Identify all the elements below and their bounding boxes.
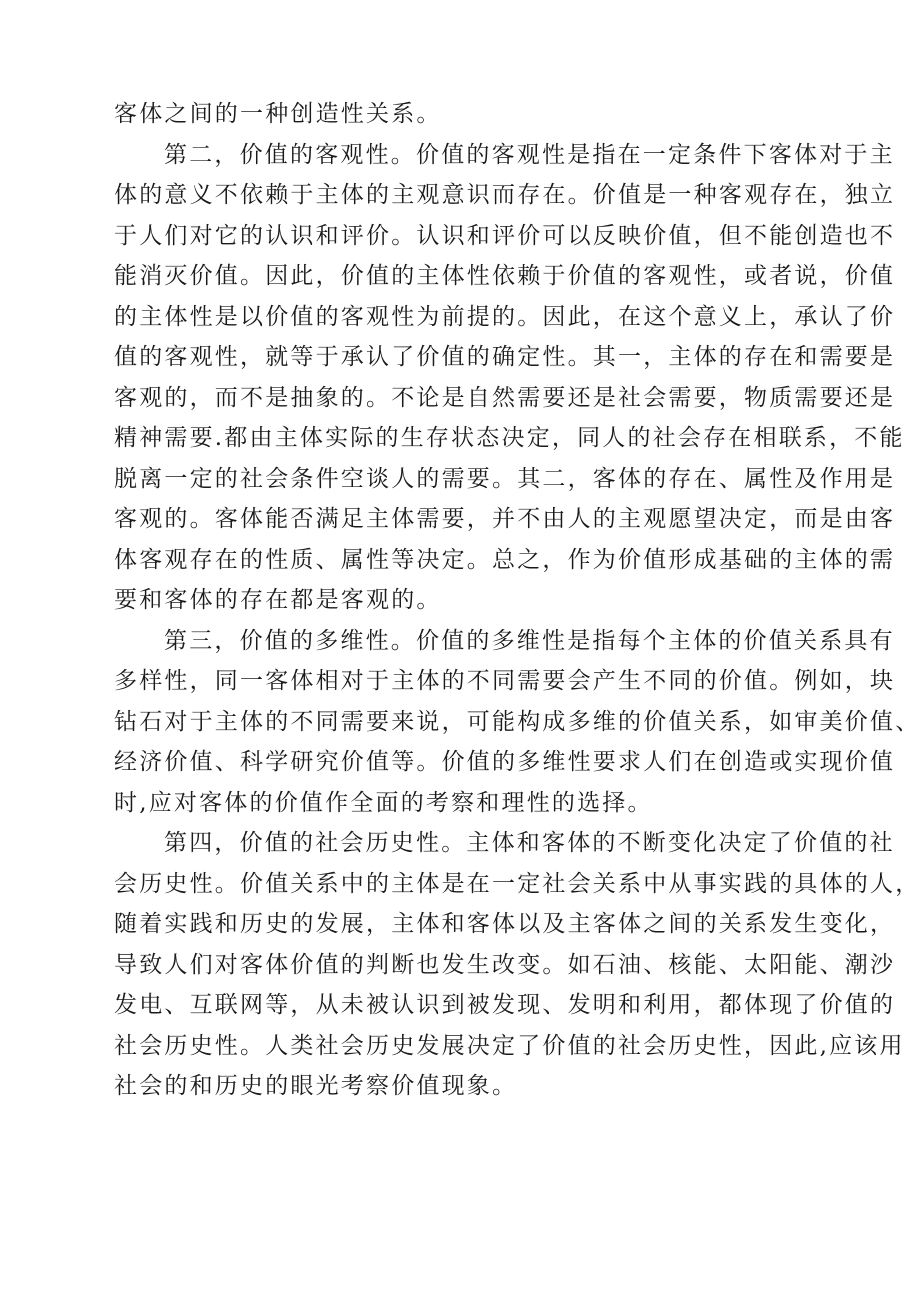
text-line: 客观的，而不是抽象的。不论是自然需要还是社会需要，物质需要还是 <box>114 384 896 411</box>
text-line: 精神需要.都由主体实际的生存状态决定，同人的社会存在相联系，不能 <box>114 425 905 451</box>
text-line: 客观的。客体能否满足主体需要，并不由人的主观愿望决定，而是由客 <box>114 506 896 532</box>
text-line: 多样性，同一客体相对于主体的不同需要会产生不同的价值。例如，块 <box>114 668 896 694</box>
text-line: 于人们对它的认识和评价。认识和评价可以反映价值，但不能创造也不 <box>114 222 896 249</box>
text-line: 值的客观性，就等于承认了价值的确定性。其一，主体的存在和需要是 <box>114 344 896 370</box>
text-line: 脱离一定的社会条件空谈人的需要。其二，客体的存在、属性及作用是 <box>114 465 896 492</box>
text-line: 能消灭价值。因此，价值的主体性依赖于价值的客观性，或者说，价值 <box>114 263 896 289</box>
paragraph-start-line: 第三，价值的多维性。价值的多维性是指每个主体的价值关系具有 <box>164 627 895 654</box>
document-body <box>114 94 920 1107</box>
text-line: 钻石对于主体的不同需要来说，可能构成多维的价值关系，如审美价值、 <box>114 708 920 735</box>
text-line: 经济价值、科学研究价值等。价值的多维性要求人们在创造或实现价值 <box>114 749 896 775</box>
paragraph-start-line: 第四，价值的社会历史性。主体和客体的不断变化决定了价值的社 <box>164 830 895 856</box>
text-line: 时,应对客体的价值作全面的考察和理性的选择。 <box>114 789 653 816</box>
text-line: 社会历史性。人类社会历史发展决定了价值的社会历史性，因此,应该用 <box>114 1032 905 1059</box>
text-line: 会历史性。价值关系中的主体是在一定社会关系中从事实践的具体的人， <box>114 870 920 897</box>
text-line: 导致人们对客体价值的判断也发生改变。如石油、核能、太阳能、潮沙 <box>114 951 896 978</box>
text-line: 社会的和历史的眼光考察价值现象。 <box>114 1073 518 1099</box>
text-line: 的主体性是以价值的客观性为前提的。因此，在这个意义上，承认了价 <box>114 303 896 330</box>
text-line: 随着实践和历史的发展，主体和客体以及主客体之间的关系发生变化， <box>114 911 896 937</box>
text-line: 客体之间的一种创造性关系。 <box>114 101 442 127</box>
text-line: 体客观存在的性质、属性等决定。总之，作为价值形成基础的主体的需 <box>114 546 896 573</box>
paragraph-start-line: 第二，价值的客观性。价值的客观性是指在一定条件下客体对于主 <box>164 141 895 168</box>
text-line: 发电、互联网等，从未被认识到被发现、发明和利用，都体现了价值的 <box>114 992 896 1018</box>
text-line: 体的意义不依赖于主体的主观意识而存在。价值是一种客观存在，独立 <box>114 182 896 208</box>
text-line: 要和客体的存在都是客观的。 <box>114 587 442 613</box>
